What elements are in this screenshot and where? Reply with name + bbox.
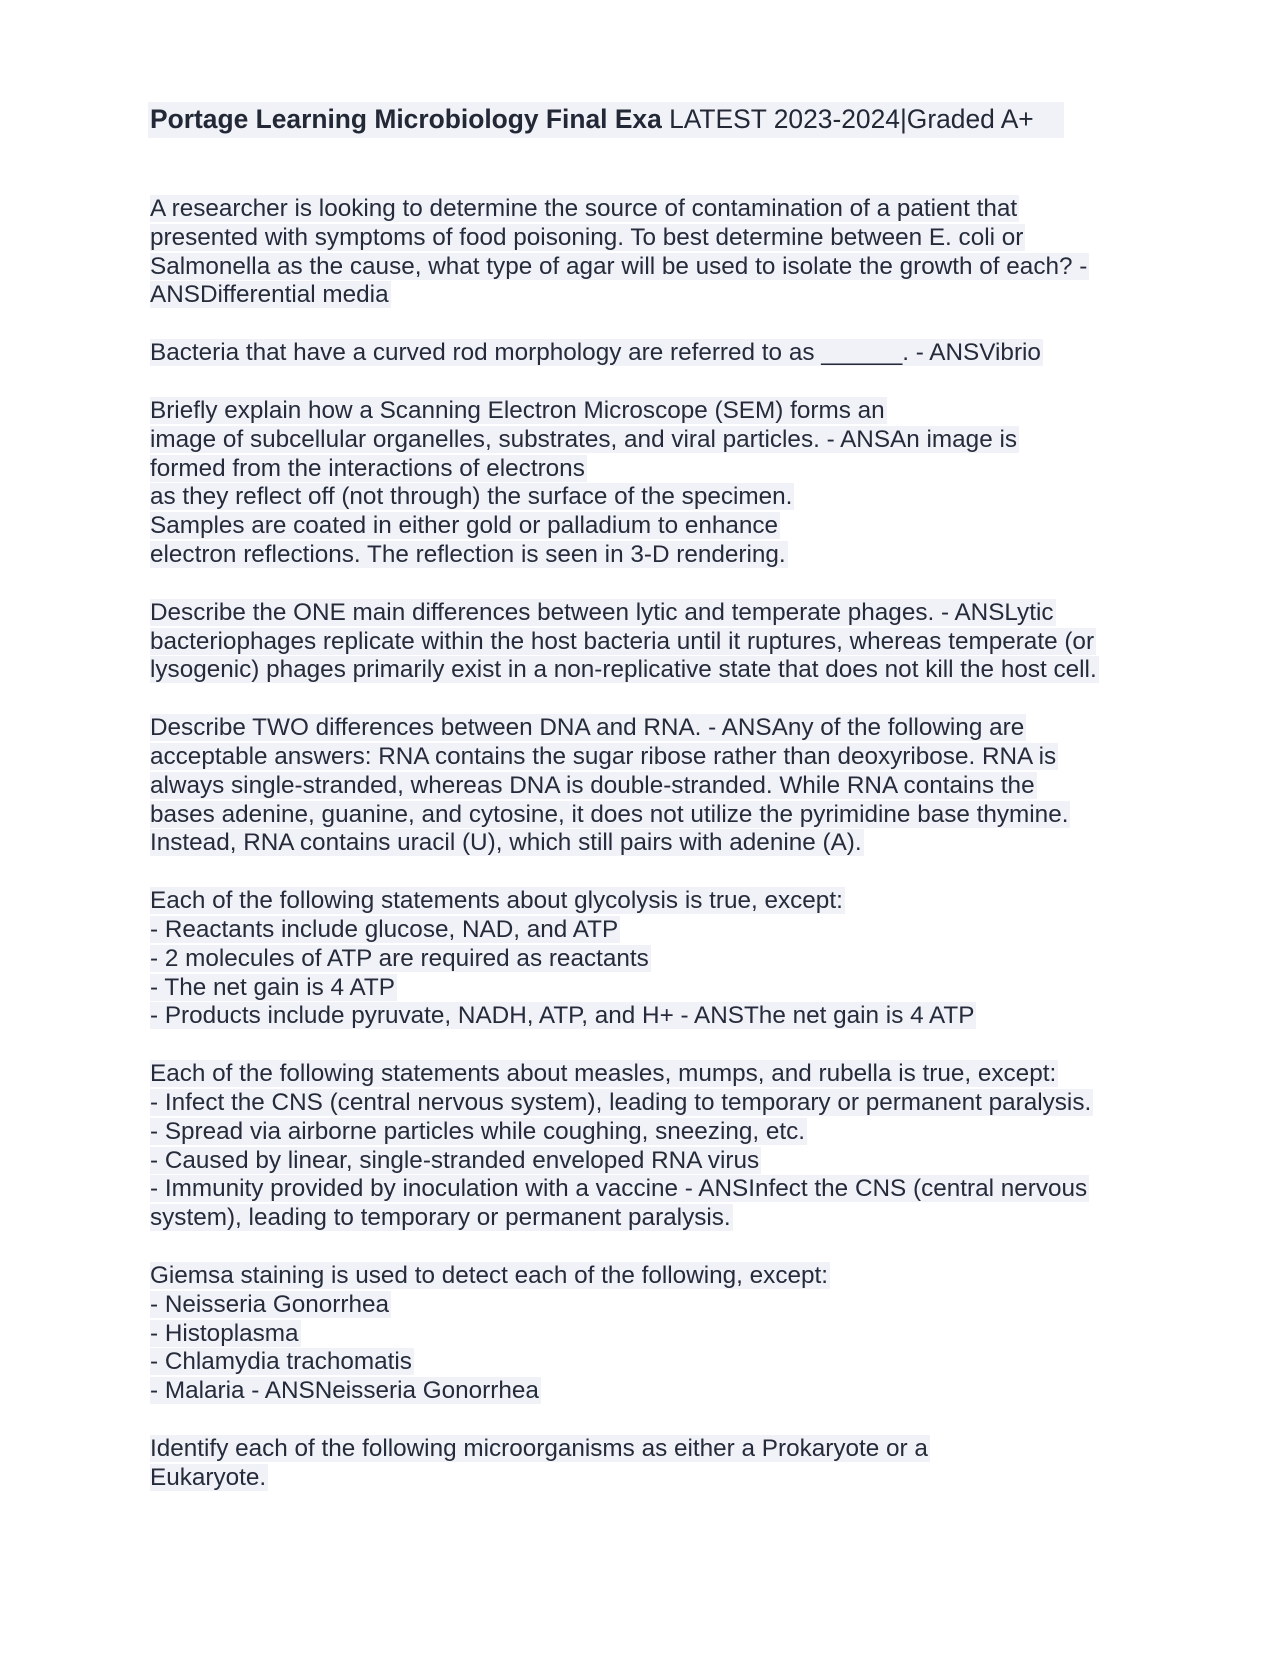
document-title-rest: LATEST 2023-2024|Graded A+ [661,104,1034,134]
document-title [148,102,1064,138]
text-line-content: - Caused by linear, single-stranded enveloped RNA virus [150,1146,760,1174]
text-line [150,887,1130,916]
text-line-content: bases adenine, guanine, and cytosine, it does not utilize the pyrimidine base thymine. [150,800,1069,828]
text-line [150,224,1130,253]
text-line [150,1118,1130,1147]
text-line [150,1435,1130,1464]
text-line [150,974,1130,1003]
text-line-content: - Neisseria Gonorrhea [150,1290,390,1318]
text-line-content: Each of the following statements about glycolysis is true, except: [150,887,843,915]
text-line-content: - The net gain is 4 ATP [150,973,395,1001]
text-line-content: Describe TWO differences between DNA and RNA. - ANSAny of the following are [150,714,1025,742]
text-line-content: Salmonella as the cause, what type of agar will be used to isolate the growth of each? - [150,252,1088,280]
text-line-content: always single-stranded, whereas DNA is double-stranded. While RNA contains the [150,771,1035,799]
qa-block [150,887,1130,1031]
text-line [150,743,1130,772]
qa-block [150,195,1130,310]
text-line [150,1377,1130,1406]
text-line-content: - Chlamydia trachomatis [150,1348,412,1376]
text-line [150,916,1130,945]
text-line-content: lysogenic) phages primarily exist in a non-replicative state that does not kill the host cell. [150,656,1097,684]
text-line [150,483,1130,512]
text-line-content: presented with symptoms of food poisoning. To best determine between E. coli or [150,223,1024,251]
text-line-content: Describe the ONE main differences between lytic and temperate phages. - ANSLytic [150,598,1054,626]
text-line [150,945,1130,974]
text-line [150,1089,1130,1118]
text-line-content: bacteriophages replicate within the host bacteria until it ruptures, whereas temperate (or [150,627,1095,655]
qa-block [150,1435,1130,1493]
text-line-content: Identify each of the following microorganisms as either a Prokaryote or a [150,1434,928,1462]
text-line [150,1291,1130,1320]
text-line [150,426,1130,455]
text-line [150,339,1130,368]
text-line-content: - Histoplasma [150,1319,299,1347]
text-line-content: Bacteria that have a curved rod morphology are referred to as ______. - ANSVibrio [150,339,1041,367]
text-line-content: ANSDifferential media [150,281,389,309]
text-line [150,512,1130,541]
text-line-content: Eukaryote. [150,1463,267,1491]
text-line-content: acceptable answers: RNA contains the sugar ribose rather than deoxyribose. RNA is [150,742,1057,770]
text-line-content: electron reflections. The reflection is seen in 3-D rendering. [150,540,786,568]
qa-block [150,714,1130,858]
qa-block [150,1060,1130,1233]
text-line-content: - Malaria - ANSNeisseria Gonorrhea [150,1377,539,1405]
text-line-content: - Products include pyruvate, NADH, ATP, and H+ - ANSThe net gain is 4 ATP [150,1002,975,1030]
text-line-content: - Immunity provided by inoculation with a vaccine - ANSInfect the CNS (central nervous [150,1175,1088,1203]
text-line-content: - 2 molecules of ATP are required as reactants [150,944,649,972]
text-line-content: system), leading to temporary or permanent paralysis. [150,1204,731,1232]
document-body [150,102,1130,1521]
text-line [150,541,1130,570]
text-line [150,1175,1130,1204]
text-line-content: - Infect the CNS (central nervous system), leading to temporary or permanent paralysis. [150,1088,1092,1116]
text-line-content: - Reactants include glucose, NAD, and ATP [150,915,619,943]
text-line [150,801,1130,830]
text-line-content: Instead, RNA contains uracil (U), which still pairs with adenine (A). [150,829,862,857]
text-line [150,195,1130,224]
text-line-content: Samples are coated in either gold or palladium to enhance [150,512,779,540]
document-title-bold: Portage Learning Microbiology Final Exa [150,104,662,134]
text-line-content: formed from the interactions of electrons [150,454,585,482]
title-spacer [150,138,1130,195]
text-line [150,1204,1130,1233]
qa-block [150,339,1130,368]
text-line [150,599,1130,628]
text-line [150,1147,1130,1176]
text-line-content: Giemsa staining is used to detect each of the following, except: [150,1261,828,1289]
text-line-content: - Spread via airborne particles while coughing, sneezing, etc. [150,1117,806,1145]
text-line [150,628,1130,657]
text-line-content: Briefly explain how a Scanning Electron Microscope (SEM) forms an [150,396,885,424]
text-line [150,281,1130,310]
text-line [150,772,1130,801]
text-line [150,1060,1130,1089]
qa-list [150,195,1130,1492]
text-line [150,1002,1130,1031]
text-line [150,829,1130,858]
text-line [150,1262,1130,1291]
text-line [150,656,1130,685]
text-line [150,253,1130,282]
text-line [150,714,1130,743]
qa-block [150,599,1130,685]
text-line [150,455,1130,484]
text-line-content: as they reflect off (not through) the surface of the specimen. [150,483,793,511]
text-line [150,397,1130,426]
text-line-content: Each of the following statements about measles, mumps, and rubella is true, except: [150,1060,1057,1088]
text-line [150,1464,1130,1493]
qa-block [150,397,1130,570]
text-line [150,1348,1130,1377]
text-line [150,1320,1130,1349]
text-line-content: A researcher is looking to determine the source of contamination of a patient that [150,195,1018,222]
text-line-content: image of subcellular organelles, substrates, and viral particles. - ANSAn image is [150,425,1018,453]
qa-block [150,1262,1130,1406]
